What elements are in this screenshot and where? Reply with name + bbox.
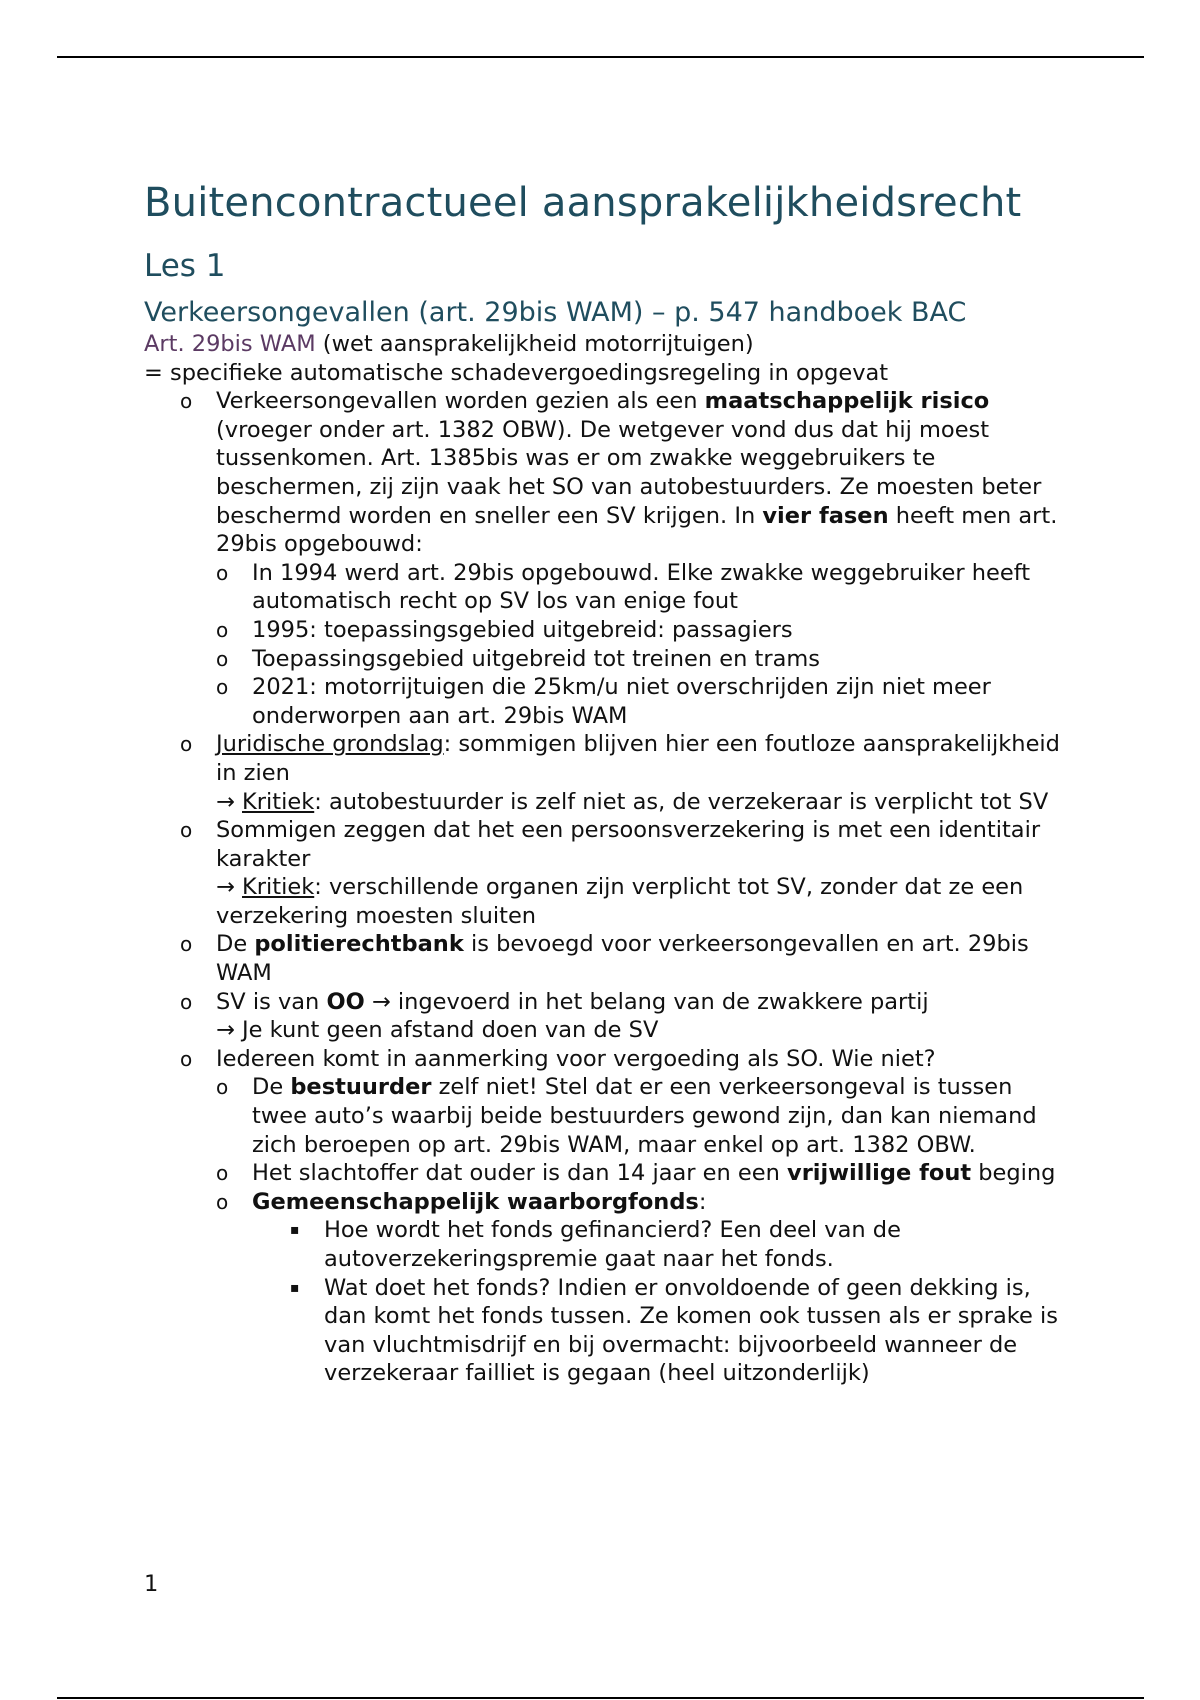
text: Iedereen komt in aanmerking voor vergoeding als SO. Wie niet?	[216, 1045, 936, 1072]
text: SV is van	[216, 988, 327, 1015]
bullet-marker: o	[180, 989, 193, 1014]
emphasis: Gemeenschappelijk waarborgfonds	[252, 1188, 699, 1215]
list-item	[144, 730, 1064, 816]
law-reference-rest: (wet aansprakelijkheid motorrijtuigen)	[315, 331, 754, 357]
sub-list-item	[216, 673, 1064, 730]
emphasis: OO	[326, 988, 365, 1015]
item-line	[216, 988, 1064, 1017]
lesson-heading: Les 1	[144, 248, 226, 284]
text: Verkeersongevallen worden gezien als een	[216, 388, 705, 415]
bullet-marker: o	[216, 560, 229, 585]
bullet-marker: o	[180, 1046, 193, 1071]
emphasis: politierechtbank	[254, 931, 464, 958]
item-line	[216, 788, 1064, 817]
document-body	[144, 176, 1064, 1388]
underlined-term: Kritiek	[242, 874, 315, 901]
sub-sub-list-item	[252, 1274, 1064, 1388]
page-number: 1	[144, 1571, 159, 1597]
bullet-marker: o	[216, 646, 229, 671]
text: Wat doet het fonds? Indien er onvoldoende of geen dekking is, dan komt het fonds tussen. Ze komen ook tussen als er sprake is van vluchtmisdrijf en bij overmacht: bijvoorbeeld wanneer de verzekeraar failliet is gegaan (heel uitzonderlijk)	[324, 1274, 1058, 1387]
sub-list	[216, 559, 1064, 731]
sub-list-item	[216, 1188, 1064, 1388]
list-item	[144, 1045, 1064, 1388]
item-line	[216, 873, 1064, 930]
sub-list-item	[216, 1159, 1064, 1188]
emphasis: maatschappelijk risico	[704, 388, 990, 415]
text: → ingevoerd in het belang van de zwakkere partij	[364, 988, 929, 1015]
emphasis: vier fasen	[762, 502, 889, 529]
arrow-glyph: →	[216, 874, 243, 901]
sub-list-item	[216, 559, 1064, 616]
text: heeft men art. 29bis opgebouwd:	[216, 502, 1058, 558]
text: Toepassingsgebied uitgebreid tot treinen en trams	[252, 645, 821, 672]
intro	[144, 330, 1064, 387]
bullet-marker: o	[180, 932, 193, 957]
intro-line-2: = specifieke automatische schadevergoedingsregeling in opgevat	[144, 359, 889, 386]
sub-list	[216, 1073, 1064, 1388]
list-item	[144, 387, 1064, 730]
text: Het slachtoffer dat ouder is dan 14 jaar en een	[252, 1160, 788, 1187]
text: (vroeger onder art. 1382 OBW). De wetgever vond dus dat hij moest tussenkomen. Art. 1385bis was er om zwakke weggebruikers te beschermen, zij zijn vaak het SO van autobestuurders. Ze moesten beter beschermd worden en sneller een SV krijgen. In	[216, 416, 1042, 529]
list-item	[144, 930, 1064, 987]
underlined-term: Kritiek	[242, 788, 315, 815]
text: zelf niet! Stel dat er een verkeersongeval is tussen twee auto’s waarbij beide bestuurders gewond zijn, dan kan niemand zich beroepen op art. 29bis WAM, maar enkel op art. 1382 OBW.	[252, 1074, 1037, 1158]
bullet-marker: o	[216, 1189, 229, 1214]
text: De	[216, 931, 255, 958]
text: : autobestuurder is zelf niet as, de verzekeraar is verplicht tot SV	[314, 788, 1049, 815]
section-heading: Verkeersongevallen (art. 29bis WAM) – p. 547 handboek BAC	[144, 297, 967, 328]
main-bullet-list	[144, 387, 1064, 1388]
text: De	[252, 1074, 291, 1101]
item-line	[216, 730, 1064, 787]
bullet-marker: o	[216, 1161, 229, 1186]
sub-list-item	[216, 1073, 1064, 1159]
bullet-marker: o	[216, 617, 229, 642]
document-title: Buitencontractueel aansprakelijkheidsrecht	[144, 180, 1022, 226]
text: In 1994 werd art. 29bis opgebouwd. Elke zwakke weggebruiker heeft automatisch recht op SV los van enige fout	[252, 559, 1031, 615]
underlined-term: Juridische grondslag	[216, 731, 444, 758]
text: : sommigen blijven hier een foutloze aansprakelijkheid in zien	[216, 731, 1060, 786]
text: is bevoegd voor verkeersongevallen en art. 29bis WAM	[216, 931, 1029, 987]
bullet-marker: o	[180, 732, 193, 757]
emphasis: vrijwillige fout	[787, 1160, 972, 1187]
law-reference: Art. 29bis WAM	[144, 331, 316, 357]
list-item	[144, 988, 1064, 1045]
text: :	[698, 1188, 707, 1215]
emphasis: bestuurder	[290, 1074, 432, 1101]
text: beging	[971, 1160, 1056, 1187]
sub-sub-list	[252, 1216, 1064, 1388]
footer-rule	[57, 1697, 1144, 1699]
text: 1995: toepassingsgebied uitgebreid: passagiers	[252, 616, 793, 643]
item-line: Sommigen zeggen dat het een persoonsverzekering is met een identitair karakter	[216, 817, 1041, 872]
sub-list-item	[216, 616, 1064, 645]
header-rule	[57, 56, 1144, 58]
bullet-marker: o	[180, 389, 193, 414]
list-item	[144, 816, 1064, 930]
text: : verschillende organen zijn verplicht tot SV, zonder dat ze een verzekering moesten sluiten	[216, 874, 1024, 929]
bullet-marker: o	[216, 1075, 229, 1100]
text: 2021: motorrijtuigen die 25km/u niet overschrijden zijn niet meer onderworpen aan art. 29bis WAM	[252, 674, 991, 729]
item-line: → Je kunt geen afstand doen van de SV	[216, 1017, 659, 1044]
bullet-marker: o	[180, 818, 193, 843]
bullet-marker: o	[216, 675, 229, 700]
intro-line-1	[144, 330, 1064, 359]
sub-list-item	[216, 645, 1064, 674]
square-bullet: ▪	[290, 1222, 300, 1239]
sub-sub-list-item	[252, 1216, 1064, 1273]
text: Hoe wordt het fonds gefinancierd? Een deel van de autoverzekeringspremie gaat naar het fonds.	[324, 1217, 901, 1272]
square-bullet: ▪	[290, 1279, 300, 1296]
arrow-glyph: →	[216, 788, 243, 815]
